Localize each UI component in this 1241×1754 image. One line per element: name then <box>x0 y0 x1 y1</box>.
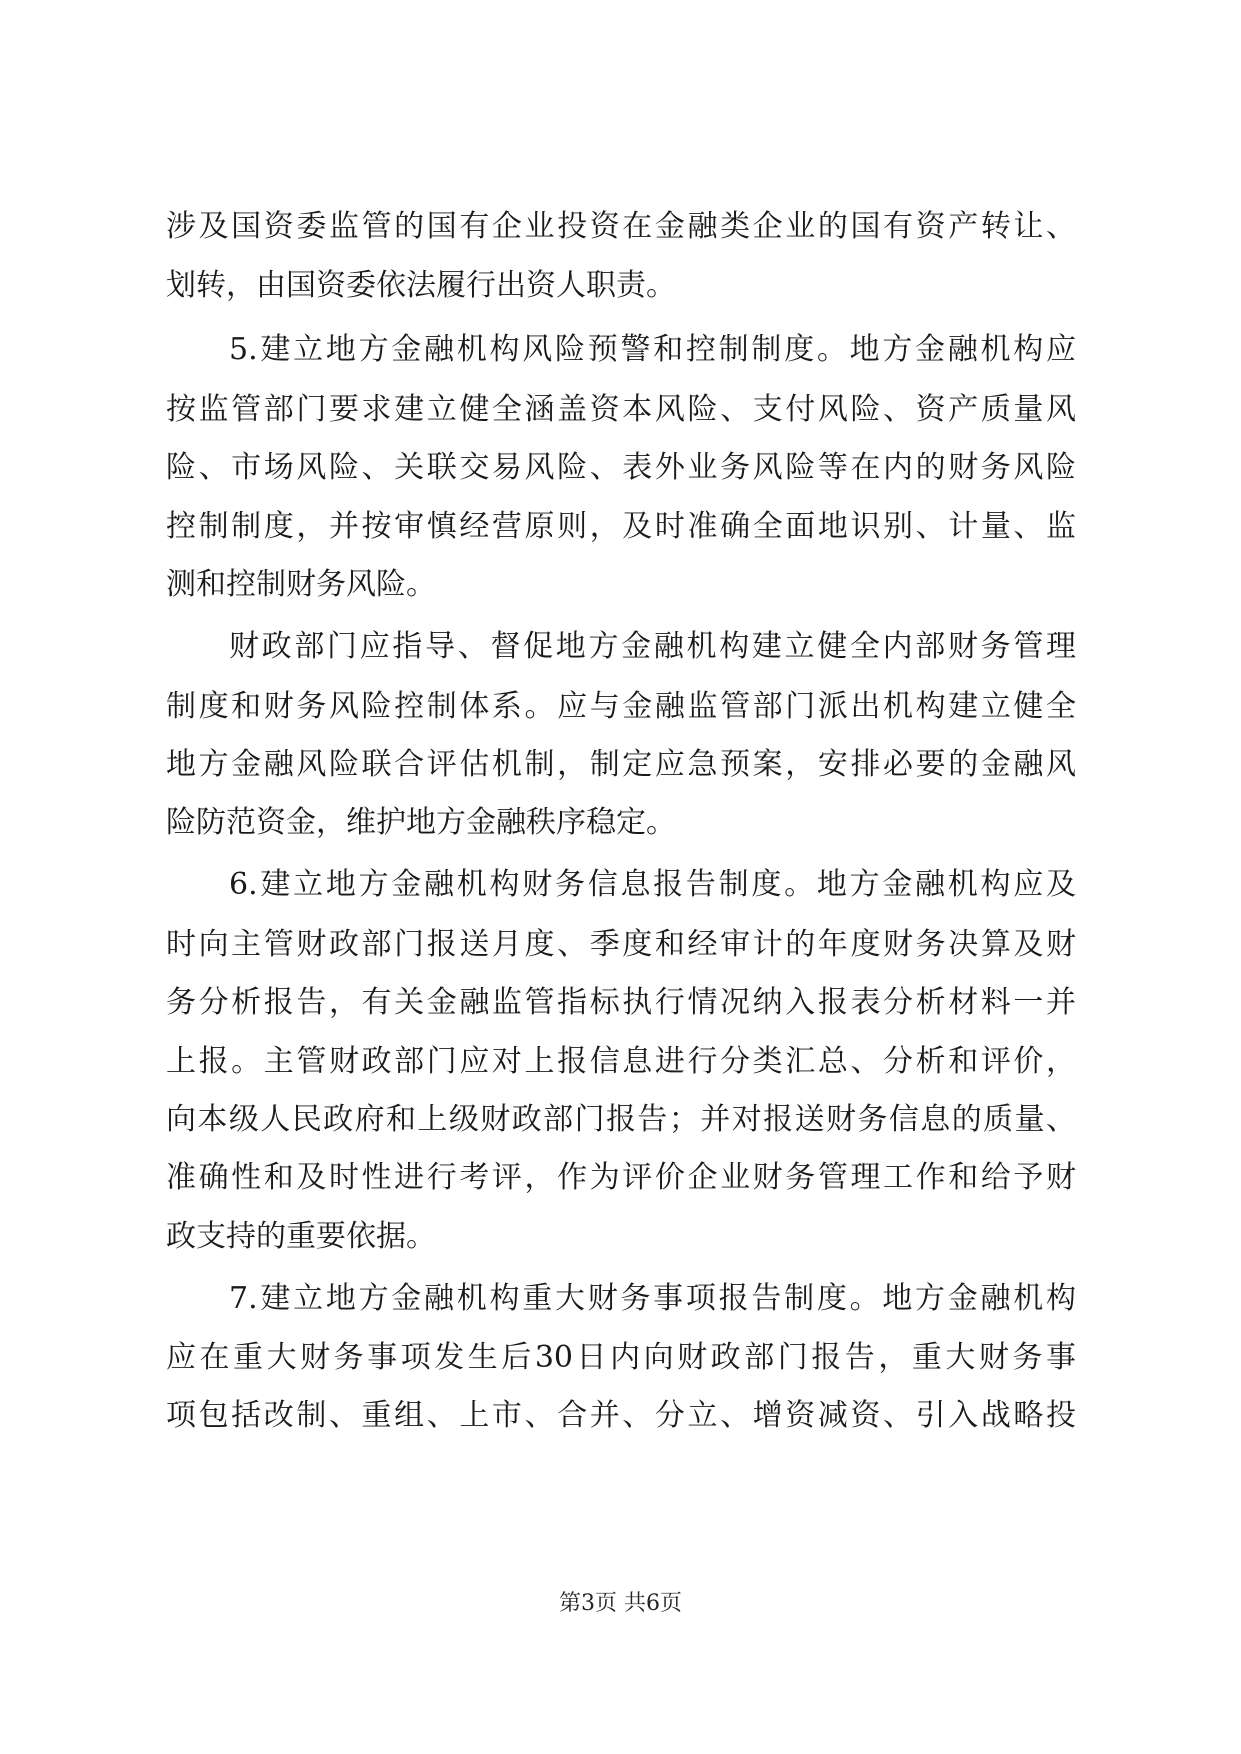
paragraph-start-line: 财政部门应指导、督促地方金融机构建立健全内部财务管理 <box>229 629 1076 664</box>
text-line: 政支持的重要依据。 <box>166 1219 436 1254</box>
text-line: 时向主管财政部门报送月度、季度和经审计的年度财务决算及财 <box>166 927 1076 962</box>
text-line: 地方金融风险联合评估机制，制定应急预案，安排必要的金融风 <box>166 747 1076 782</box>
text-line: 按监管部门要求建立健全涵盖资本风险、支付风险、资产质量风 <box>166 392 1076 427</box>
text-line: 应在重大财务事项发生后30日内向财政部门报告，重大财务事 <box>166 1340 1076 1375</box>
text-line: 项包括改制、重组、上市、合并、分立、增资减资、引入战略投 <box>166 1398 1076 1433</box>
text-line: 务分析报告，有关金融监管指标执行情况纳入报表分析材料一并 <box>166 985 1076 1020</box>
paragraph-start-line: 7.建立地方金融机构重大财务事项报告制度。地方金融机构 <box>229 1281 1076 1316</box>
paragraph-start-line: 6.建立地方金融机构财务信息报告制度。地方金融机构应及 <box>229 867 1076 902</box>
text-line: 险、市场风险、关联交易风险、表外业务风险等在内的财务风险 <box>166 450 1076 485</box>
paragraph-start-line: 5.建立地方金融机构风险预警和控制制度。地方金融机构应 <box>229 332 1076 367</box>
text-line: 划转，由国资委依法履行出资人职责。 <box>166 268 676 303</box>
text-line: 控制制度，并按审慎经营原则，及时准确全面地识别、计量、监 <box>166 509 1076 544</box>
page-number-footer: 第3页 共6页 <box>559 1591 682 1616</box>
text-line: 测和控制财务风险。 <box>166 567 436 602</box>
text-line: 上报。主管财政部门应对上报信息进行分类汇总、分析和评价， <box>166 1044 1076 1079</box>
text-line: 向本级人民政府和上级财政部门报告；并对报送财务信息的质量、 <box>166 1102 1076 1137</box>
text-line: 准确性和及时性进行考评，作为评价企业财务管理工作和给予财 <box>166 1160 1076 1195</box>
text-line: 险防范资金，维护地方金融秩序稳定。 <box>166 805 676 840</box>
text-line: 制度和财务风险控制体系。应与金融监管部门派出机构建立健全 <box>166 689 1076 724</box>
text-line: 涉及国资委监管的国有企业投资在金融类企业的国有资产转让、 <box>166 209 1076 244</box>
